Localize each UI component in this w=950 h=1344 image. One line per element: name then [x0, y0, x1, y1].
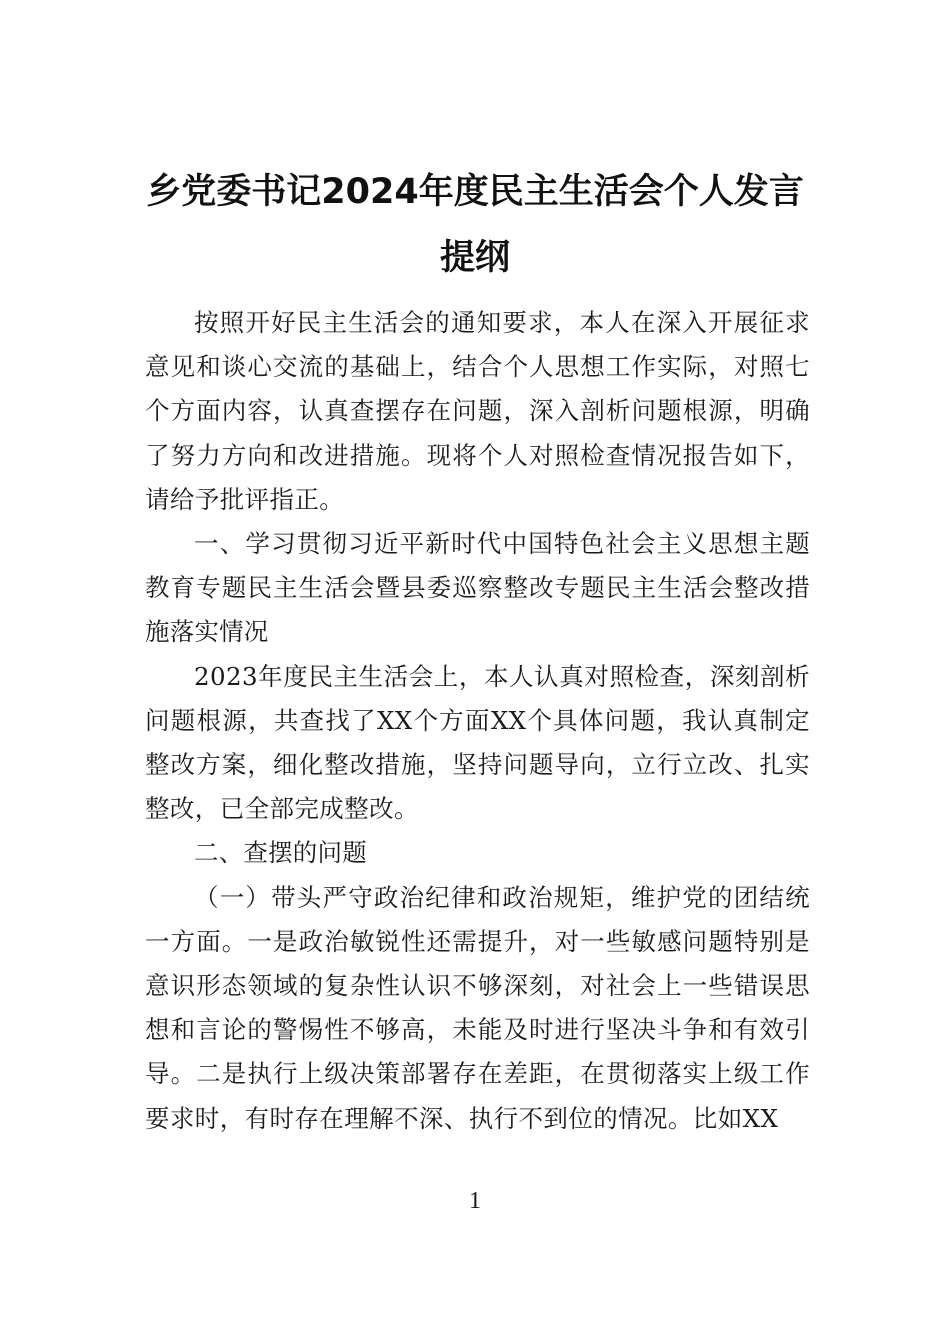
intro-paragraph: 按照开好民主生活会的通知要求，本人在深入开展征求意见和谈心交流的基础上，结合个人思想工作实际，对照七个方面内容，认真查摆存在问题，深入剖析问题根源，明确了努力方向和改进措施。现将个人对照检查情况报告如下，请给予批评指正。 — [145, 308, 810, 514]
section-heading-2: 二、查摆的问题 — [194, 838, 367, 868]
document-body — [145, 301, 810, 1141]
page-number: 1 — [469, 1188, 481, 1214]
document-title-line-2: 提纲 — [439, 238, 510, 278]
document-title-line-1: 乡党委书记2024年度民主生活会个人发言 — [146, 172, 804, 212]
section-1-paragraph: 2023年度民主生活会上，本人认真对照检查，深刻剖析问题根源，共查找了XX个方面XX个具体问题，我认真制定整改方案，细化整改措施，坚持问题导向，立行立改、扎实整改，已全部完成整改。 — [145, 661, 810, 824]
section-2-paragraph: （一）带头严守政治纪律和政治规矩，维护党的团结统一方面。一是政治敏锐性还需提升，对一些敏感问题特别是意识形态领域的复杂性认识不够深刻，对社会上一些错误思想和言论的警惕性不够高，未能及时进行坚决斗争和有效引导。二是执行上级决策部署存在差距，在贯彻落实上级工作要求时，有时存在理解不深、执行不到位的情况。比如XX — [145, 882, 810, 1133]
section-heading-1: 一、学习贯彻习近平新时代中国特色社会主义思想主题教育专题民主生活会暨县委巡察整改专题民主生活会整改措施落实情况 — [145, 529, 810, 647]
